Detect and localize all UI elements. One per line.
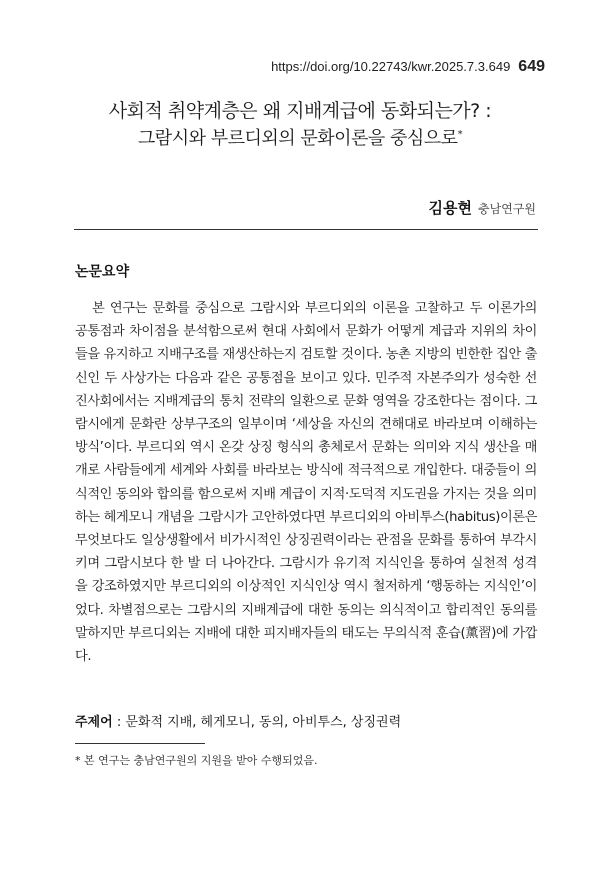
keywords-label: 주제어 xyxy=(75,715,113,730)
subtitle-text: 그람시와 부르디외의 문화이론을 중심으로 xyxy=(137,128,458,149)
doi-header xyxy=(271,58,545,76)
header-divider xyxy=(74,229,538,230)
keywords xyxy=(75,711,401,730)
author-line xyxy=(429,197,536,218)
footnote-divider xyxy=(75,743,205,744)
abstract-body: 본 연구는 문화를 중심으로 그람시와 부르디외의 이론을 고찰하고 두 이론가의 공통점과 차이점을 분석함으로써 현대 사회에서 문화가 어떻게 계급과 지위의 차이들을 유지하고 지배구조를 재생산하는지 검토할 것이다. 농촌 지방의 빈한한 집안 출신인 두 사상가는 다음과 같은 공통점을 보이고 있다. 민주적 자본주의가 성숙한 선진사회에서는 지배계급의 통치 전략의 일환으로 문화 영역을 강조한다는 점이다. 그람시에게 문화란 상부구조의 일부이며 ‘세상을 자신의 견해대로 바라보며 이해하는 방식’이다. 부르디외 역시 온갖 상징 형식의 총체로서 문화는 의미와 지식 생산을 매개로 사람들에게 세계와 사회를 바라보는 방식에 적극적으로 개입한다. 대중들이 의식적인 동의와 합의를 함으로써 지배 계급이 지적·도덕적 지도권을 가지는 것을 의미하는 헤게모니 개념을 그람시가 고안하였다면 부르디외의 아비투스(habitus)이론은 무엇보다도 일상생활에서 비가시적인 상징권력이라는 관점을 문화를 통하여 부각시키며 그람시보다 한 발 더 나아간다. 그람시가 유기적 지식인을 통하여 실천적 성격을 강조하였지만 부르디외의 이상적인 지식인상 역시 철저하게 ‘행동하는 지식인’이었다. 차별점으로는 그람시의 지배계급에 대한 동의는 의식적이고 합리적인 동의를 말하지만 부르디외는 지배에 대한 피지배자들의 태도는 무의식적 훈습(薰習)에 가깝다. xyxy=(75,301,537,665)
page-number: 649 xyxy=(518,58,545,75)
author-affiliation: 충남연구원 xyxy=(478,202,536,216)
keywords-text: 문화적 지배, 헤게모니, 동의, 아비투스, 상징권력 xyxy=(125,715,402,730)
footnote: * 본 연구는 충남연구원의 지원을 받아 수행되었음. xyxy=(75,754,318,767)
keywords-separator: : xyxy=(112,715,126,730)
author-name: 김용현 xyxy=(428,199,473,217)
paper-subtitle xyxy=(0,124,600,150)
abstract-heading: 논문요약 xyxy=(75,264,130,280)
footnote-marker: * xyxy=(457,129,463,140)
paper-title: 사회적 취약계층은 왜 지배계급에 동화되는가? : xyxy=(108,100,492,122)
doi-link[interactable]: https://doi.org/10.22743/kwr.2025.7.3.649 xyxy=(271,59,511,74)
